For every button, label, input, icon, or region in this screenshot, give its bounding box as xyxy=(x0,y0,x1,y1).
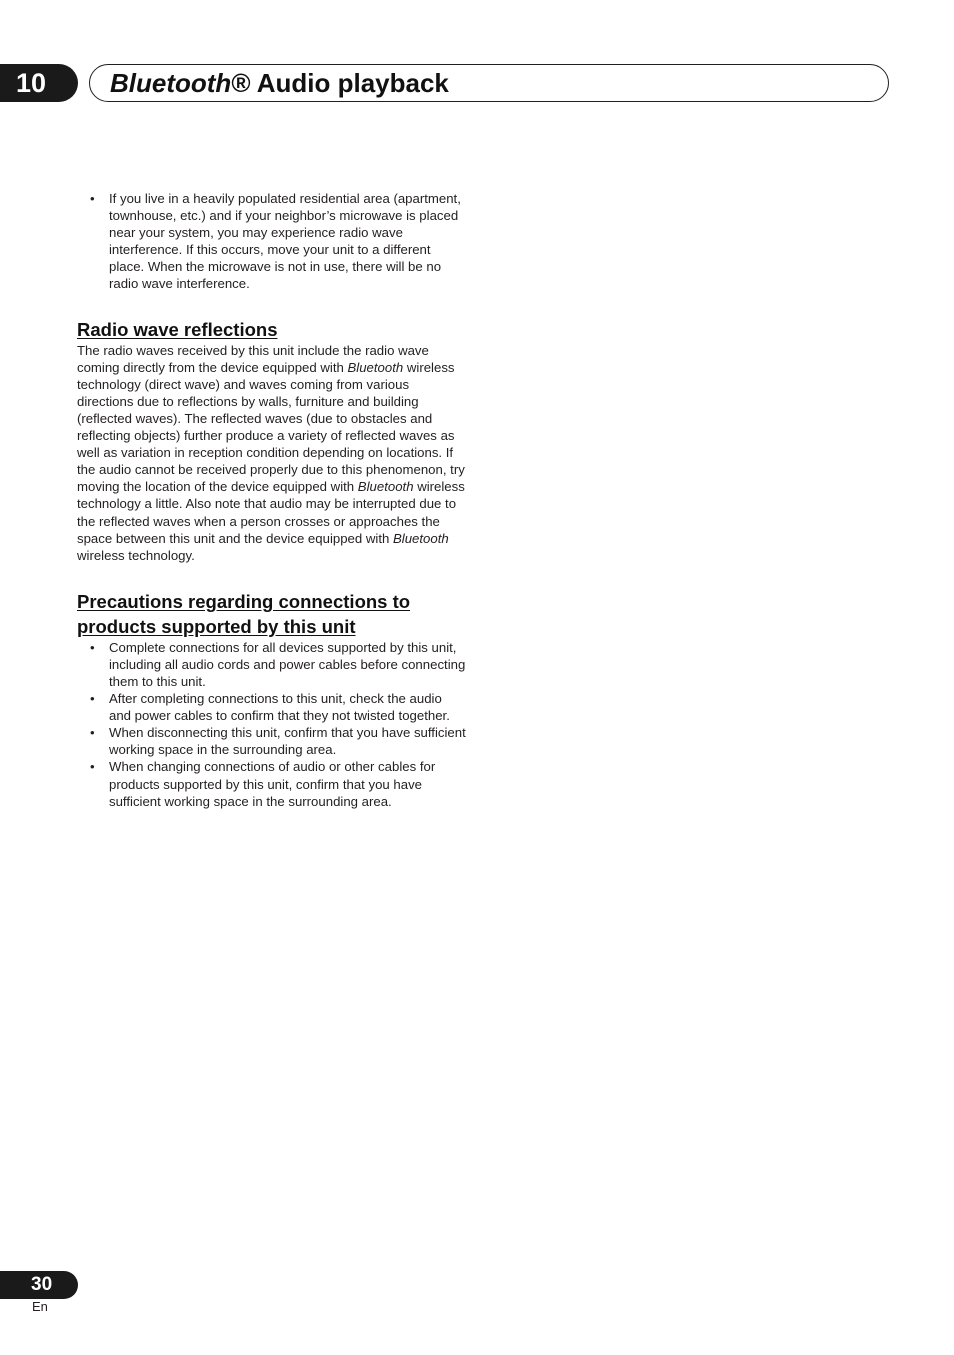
chapter-title-italic: Bluetooth xyxy=(110,68,232,98)
list-item-text: When disconnecting this unit, confirm that you have sufficient working space in the surrounding area. xyxy=(109,725,466,758)
chapter-title-box xyxy=(89,64,889,102)
bullet-icon: • xyxy=(90,639,95,655)
list-item xyxy=(77,758,467,809)
main-column xyxy=(77,190,467,810)
body-text: wireless technology. xyxy=(77,547,195,563)
list-item xyxy=(77,690,467,724)
list-item-text: When changing connections of audio or other cables for products supported by this unit, confirm that you have sufficient working space in the surrounding area. xyxy=(109,759,436,809)
body-text: The radio waves received by this unit include the radio wave coming directly from the device equipped with xyxy=(77,342,429,375)
section-body-radio-wave-reflections xyxy=(77,342,467,564)
list-item xyxy=(77,724,467,758)
language-code: En xyxy=(32,1299,48,1314)
heading-line: products supported by this unit xyxy=(77,615,356,637)
chapter-number-tab: 10 xyxy=(0,64,78,102)
body-text-italic: Bluetooth xyxy=(347,359,404,375)
list-item-text: After completing connections to this unit, check the audio and power cables to confirm that they not twisted together. xyxy=(109,691,450,724)
body-text: wireless technology a little. Also note that audio may be interrupted due to the reflected waves when a person crosses or approaches the space between this unit and the device equipped with xyxy=(77,479,465,546)
bullet-icon: • xyxy=(90,191,95,206)
precautions-bullet-list xyxy=(77,639,467,810)
page-number-tab: 30 xyxy=(0,1271,78,1299)
heading-line: Precautions regarding connections to xyxy=(77,590,411,612)
list-item-text: Complete connections for all devices supported by this unit, including all audio cords and power cables before connecting them to this unit. xyxy=(109,639,466,689)
body-text-italic: Bluetooth xyxy=(393,530,449,546)
list-item xyxy=(77,639,467,690)
body-text: wireless technology (direct wave) and waves coming from various directions due to reflections by walls, furniture and building (reflected waves). The reflected waves (due to obstacles and reflecting objects) further produce a variety of reflected waves as well as variation in reception condition depending on locations. If the audio cannot be received properly due to this phenomenon, try moving the location of the device equipped with xyxy=(77,359,465,495)
bullet-icon: • xyxy=(90,725,95,741)
intro-bullet-list xyxy=(77,190,467,293)
bullet-icon: • xyxy=(90,759,95,775)
bullet-icon: • xyxy=(90,691,95,707)
chapter-title-rest: ® Audio playback xyxy=(231,68,449,98)
chapter-title xyxy=(110,65,449,101)
body-text-italic: Bluetooth xyxy=(357,479,414,495)
section-heading-radio-wave-reflections: Radio wave reflections xyxy=(77,318,278,340)
list-item-text: If you live in a heavily populated residential area (apartment, townhouse, etc.) and if your neighbor’s microwave is placed near your system, you may experience radio wave interference. If this occurs, move your unit to a different place. When the microwave is not in use, there will be no radio wave interference. xyxy=(109,191,461,292)
list-item xyxy=(77,190,467,293)
section-heading-precautions xyxy=(77,589,467,639)
